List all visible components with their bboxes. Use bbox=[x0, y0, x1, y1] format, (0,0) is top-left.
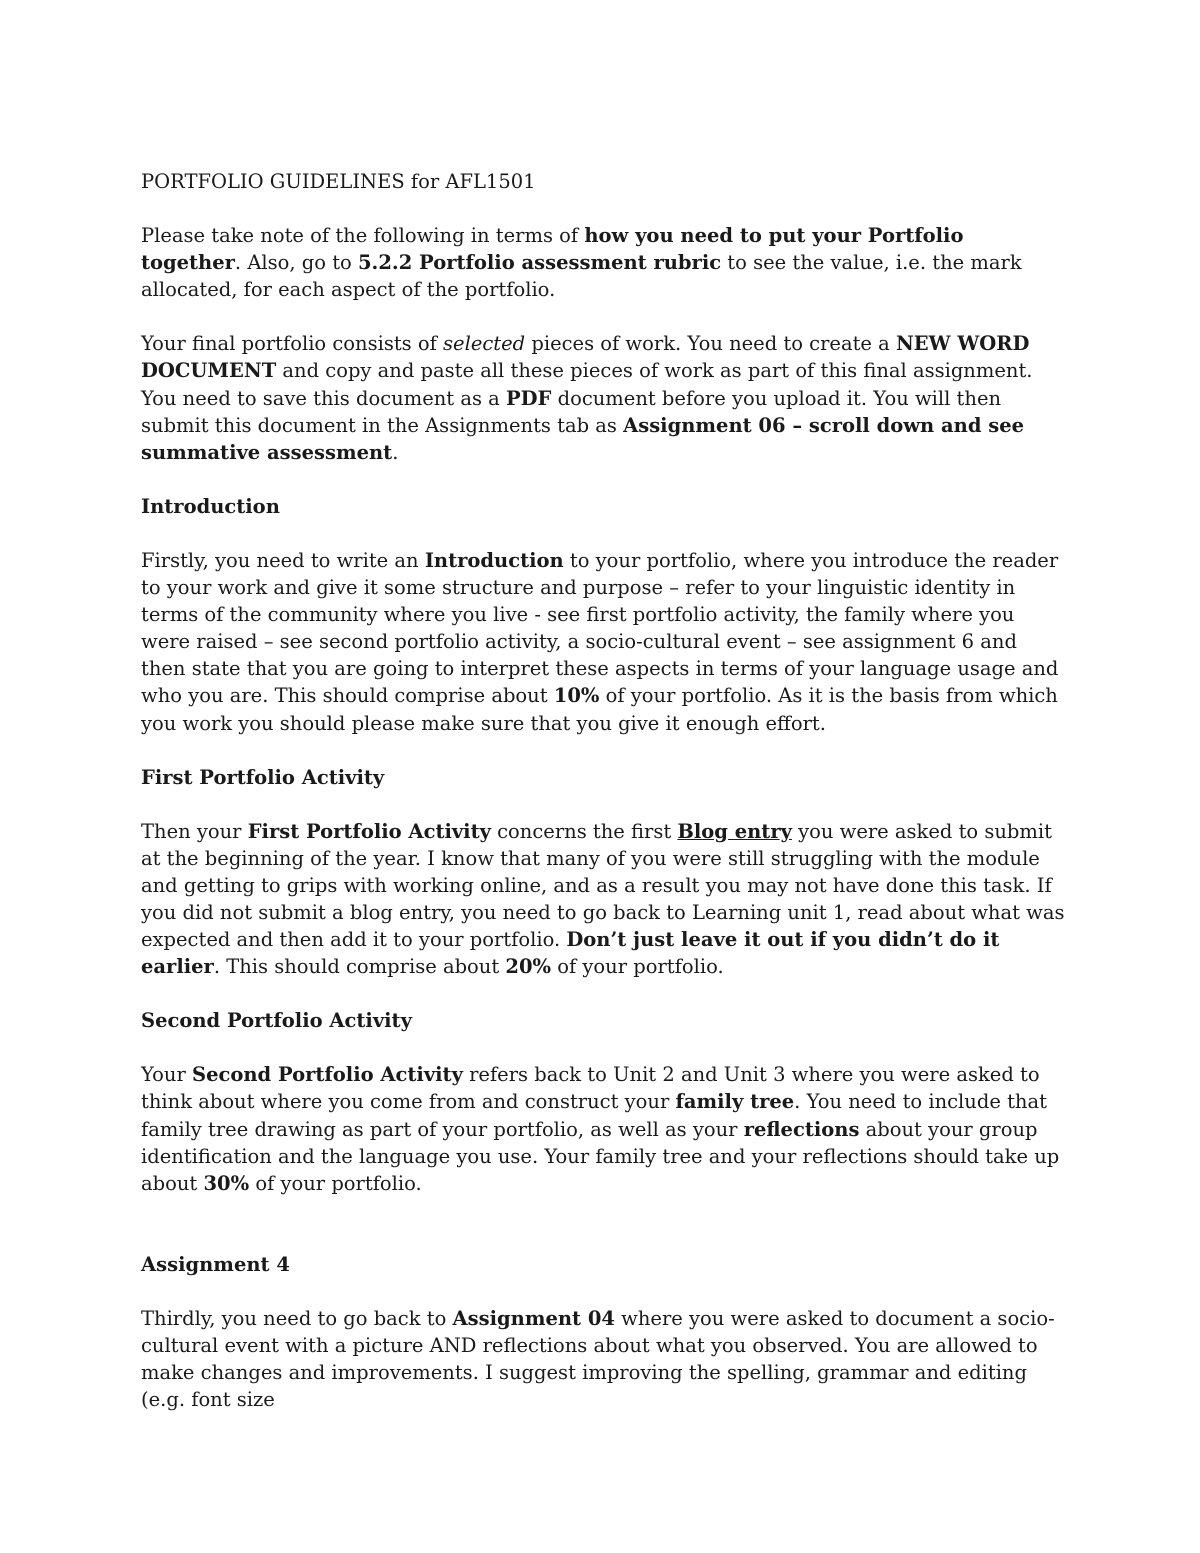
text-run: . Also, go to bbox=[234, 251, 358, 275]
bold-run: Don’t just leave it out if you didn’t do it earlier bbox=[141, 928, 1000, 979]
bold-run: Assignment 04 bbox=[452, 1306, 615, 1330]
bold-run: PDF bbox=[505, 386, 552, 410]
bold-run: 30% bbox=[203, 1171, 250, 1195]
instructions-paragraph bbox=[141, 222, 1066, 303]
bold-run: Assignment 06 – scroll down and see summative assessment bbox=[141, 413, 1025, 464]
text-run: to see the value, i.e. the mark allocated, for each aspect of the portfolio. bbox=[141, 251, 1022, 302]
text-run: . bbox=[392, 440, 399, 464]
paragraph-gap bbox=[141, 737, 1066, 764]
paragraph-gap bbox=[141, 303, 1066, 330]
section-heading-assignment-4: Assignment 4 bbox=[141, 1252, 290, 1276]
bold-run: First Portfolio Activity bbox=[247, 819, 491, 843]
bold-run: 5.2.2 Portfolio assessment rubric bbox=[357, 251, 722, 275]
text-run: Then your bbox=[141, 819, 248, 843]
text-run: Firstly, you need to write an bbox=[141, 548, 425, 572]
text-run: . This should comprise about bbox=[213, 955, 506, 979]
paragraph-gap bbox=[141, 520, 1066, 547]
second-activity-paragraph bbox=[141, 1061, 1066, 1196]
paragraph-gap bbox=[141, 195, 1066, 222]
text-run: of your portfolio. bbox=[249, 1171, 422, 1195]
text-run: document before you upload it. You will then submit this document in the Assignments tab as bbox=[141, 386, 1002, 437]
text-run: where you were asked to document a socio-cultural event with a picture AND reflections about what you observed. You are allowed to make changes and improvements. I suggest improving the spelling, grammar and editing (e.g. font size bbox=[141, 1306, 1055, 1412]
bold-run: 20% bbox=[505, 955, 552, 979]
text-run: pieces of work. You need to create a bbox=[525, 332, 896, 356]
italic-run: selected bbox=[443, 332, 526, 356]
bold-run: reflections bbox=[743, 1117, 860, 1141]
text-run: refers back to Unit 2 and Unit 3 where you were asked to think about where you come from and construct your bbox=[141, 1063, 1040, 1114]
paragraph-gap bbox=[141, 1197, 1066, 1251]
text-run: Your bbox=[141, 1063, 192, 1087]
text-run: and copy and paste all these pieces of work as part of this final assignment. You need to save this document as a bbox=[141, 359, 1033, 410]
document-body bbox=[141, 168, 1066, 1413]
bold-run: Introduction bbox=[424, 548, 564, 572]
text-run: . You need to include that family tree drawing as part of your portfolio, as well as your bbox=[141, 1090, 1047, 1141]
introduction-paragraph bbox=[141, 547, 1066, 737]
document-title: PORTFOLIO GUIDELINES for AFL1501 bbox=[141, 170, 536, 193]
paragraph-gap bbox=[141, 1278, 1066, 1305]
paragraph-gap bbox=[141, 980, 1066, 1007]
section-heading-second-activity: Second Portfolio Activity bbox=[141, 1009, 412, 1033]
text-run: to your portfolio, where you introduce the reader to your work and give it some structure and purpose – refer to your linguistic identity in terms of the community where you live - see first portfolio activity, the family where you were raised – see second portfolio activity, a socio-cultural event – see assignment 6 and then state that you are going to interpret these aspects in terms of your language usage and who you are. This should comprise about bbox=[141, 548, 1059, 708]
text-run: of your portfolio. As it is the basis from which you work you should please make sure that you give it enough effort. bbox=[141, 684, 1058, 735]
final-portfolio-paragraph bbox=[141, 330, 1066, 465]
text-run: Your final portfolio consists of bbox=[141, 332, 444, 356]
bold-run: NEW WORD DOCUMENT bbox=[141, 332, 1030, 383]
first-activity-paragraph bbox=[141, 818, 1066, 981]
text-run: concerns the first bbox=[490, 819, 678, 843]
bold-run: 10% bbox=[553, 684, 600, 708]
bold-run: family tree bbox=[675, 1090, 795, 1114]
section-heading-first-activity: First Portfolio Activity bbox=[141, 765, 385, 789]
bold-underline-run: Blog entry bbox=[677, 819, 792, 843]
paragraph-gap bbox=[141, 466, 1066, 493]
paragraph-gap bbox=[141, 791, 1066, 818]
bold-run: Second Portfolio Activity bbox=[192, 1063, 463, 1087]
text-run: you were asked to submit at the beginning of the year. I know that many of you were still struggling with the module and getting to grips with working online, and as a result you may not have done this task. If you did not submit a blog entry, you need to go back to Learning unit 1, read about what was expected and then add it to your portfolio. bbox=[141, 819, 1065, 952]
paragraph-gap bbox=[141, 1034, 1066, 1061]
section-heading-introduction: Introduction bbox=[141, 494, 280, 518]
text-run: Thirdly, you need to go back to bbox=[141, 1306, 453, 1330]
text-run: of your portfolio. bbox=[551, 955, 724, 979]
assignment-4-paragraph bbox=[141, 1305, 1066, 1413]
text-run: about your group identification and the language you use. Your family tree and your reflections should take up about bbox=[141, 1117, 1060, 1195]
bold-run: how you need to put your Portfolio together bbox=[141, 224, 964, 275]
text-run: Please take note of the following in terms of bbox=[141, 224, 585, 248]
